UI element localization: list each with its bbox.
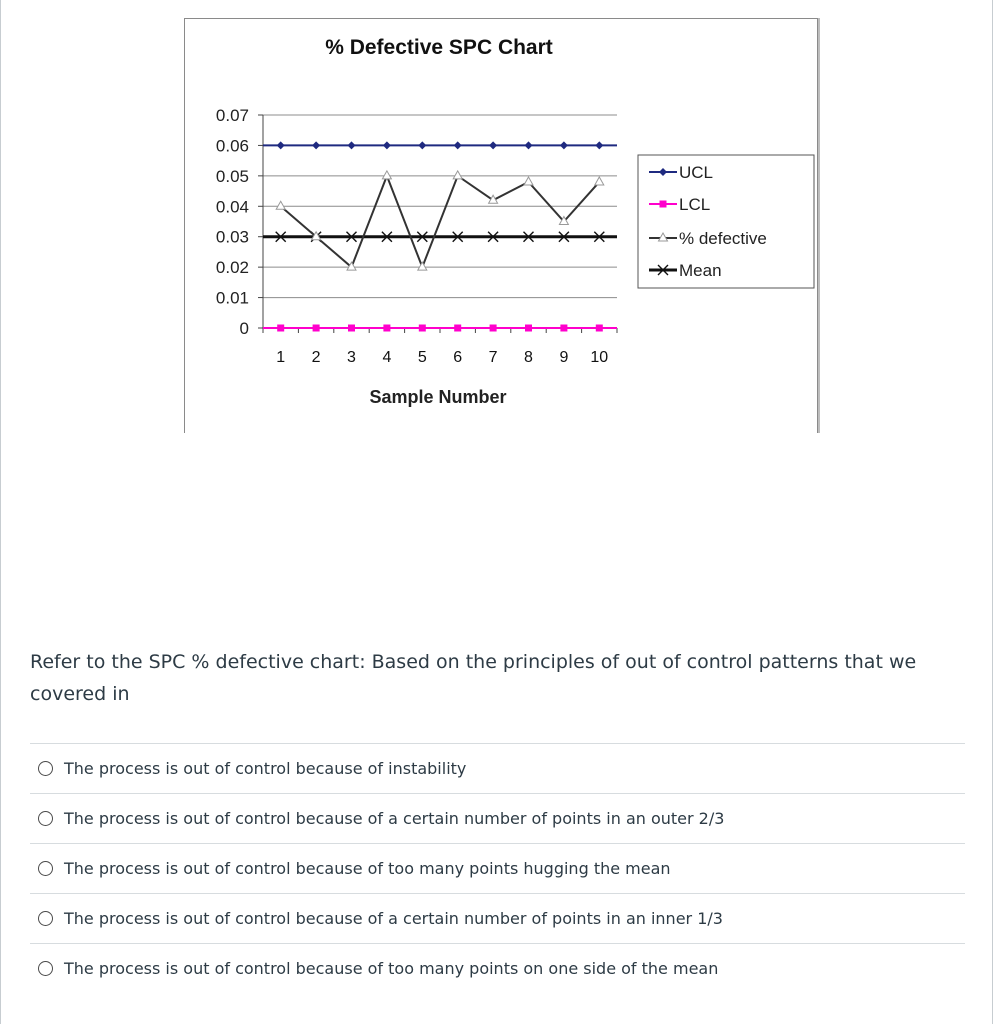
answer-label: The process is out of control because of a certain number of points in an inner 1/3 <box>64 909 723 928</box>
chart-title: % Defective SPC Chart <box>325 36 553 59</box>
series-defective <box>276 171 604 270</box>
answer-label: The process is out of control because of too many points on one side of the mean <box>64 959 719 978</box>
legend-label: UCL <box>679 163 714 182</box>
legend-label: Mean <box>679 261 722 280</box>
answer-option[interactable] <box>30 893 965 943</box>
data-point <box>525 325 532 332</box>
y-tick-label: 0.07 <box>215 106 249 125</box>
data-point <box>560 141 568 149</box>
x-tick-label: 6 <box>453 349 463 366</box>
data-point <box>348 325 355 332</box>
x-tick-label: 4 <box>382 349 392 366</box>
x-tick-label: 8 <box>524 349 533 366</box>
question-text: Refer to the SPC % defective chart: Based on the principles of out of control patterns that we covered in <box>30 651 917 705</box>
answer-list <box>30 743 965 993</box>
x-tick-label: 10 <box>590 349 609 366</box>
answer-option[interactable] <box>30 943 965 993</box>
chart-legend <box>638 155 814 288</box>
radio-button[interactable] <box>38 761 53 776</box>
data-point <box>524 177 533 185</box>
answer-option[interactable] <box>30 843 965 893</box>
x-tick-label: 9 <box>559 349 569 366</box>
data-point <box>595 141 603 149</box>
data-point <box>383 141 391 149</box>
series-ucl <box>263 141 617 149</box>
radio-button[interactable] <box>38 911 53 926</box>
data-point <box>418 262 427 270</box>
data-point <box>313 325 320 332</box>
x-tick-label: 1 <box>276 349 286 366</box>
answer-label: The process is out of control because of too many points hugging the mean <box>64 859 671 878</box>
chart-container <box>184 18 818 433</box>
x-tick-label: 7 <box>488 349 498 366</box>
data-point <box>595 177 604 185</box>
data-point <box>277 141 285 149</box>
y-tick-label: 0.04 <box>215 197 249 217</box>
y-tick-label: 0.02 <box>215 258 249 278</box>
y-tick-label: 0.06 <box>215 136 249 156</box>
legend-label: % defective <box>679 229 767 248</box>
data-point <box>525 141 533 149</box>
x-tick-label: 5 <box>417 349 427 366</box>
data-point <box>560 325 567 332</box>
x-axis-label: Sample Number <box>369 387 507 407</box>
legend-label: LCL <box>679 195 711 214</box>
y-tick-label: 0.03 <box>215 227 249 247</box>
radio-button[interactable] <box>38 961 53 976</box>
spc-chart <box>185 19 817 433</box>
data-point <box>454 141 462 149</box>
x-tick-label: 3 <box>347 349 356 366</box>
answer-label: The process is out of control because of instability <box>64 759 467 778</box>
data-point <box>276 201 285 209</box>
answer-option[interactable] <box>30 743 965 793</box>
radio-button[interactable] <box>38 861 53 876</box>
data-point <box>383 325 390 332</box>
y-tick-label: 0.01 <box>215 288 249 308</box>
data-point <box>489 141 497 149</box>
data-point <box>348 141 356 149</box>
legend-swatch-marker <box>660 201 667 208</box>
data-point <box>596 325 603 332</box>
answer-label: The process is out of control because of a certain number of points in an outer 2/3 <box>64 809 725 828</box>
data-point <box>277 325 284 332</box>
data-point <box>490 325 497 332</box>
data-point <box>312 141 320 149</box>
radio-button[interactable] <box>38 811 53 826</box>
data-point <box>419 325 426 332</box>
x-tick-label: 2 <box>311 349 321 366</box>
y-tick-label: 0 <box>239 319 249 338</box>
data-point <box>382 171 391 179</box>
answer-option[interactable] <box>30 793 965 843</box>
data-point <box>454 325 461 332</box>
data-point <box>418 141 426 149</box>
y-tick-label: 0.05 <box>215 166 249 186</box>
data-point <box>453 171 462 179</box>
series-line <box>281 176 600 267</box>
